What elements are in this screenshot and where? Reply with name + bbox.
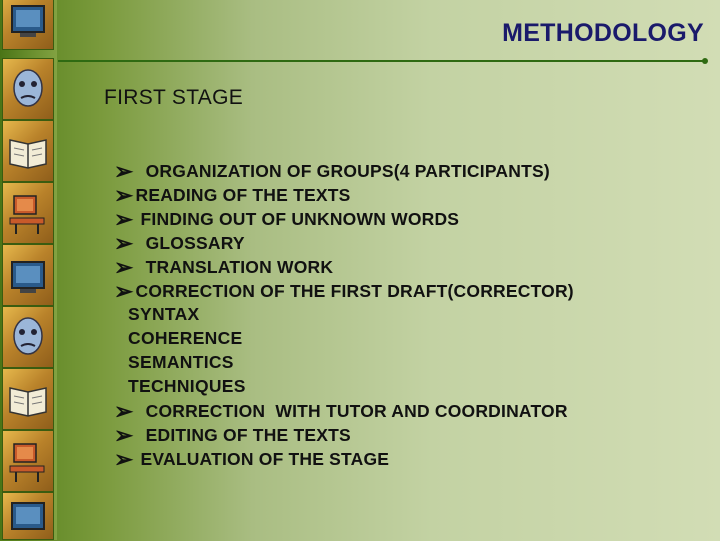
arrowhead-bullet-icon: ➢ xyxy=(114,422,134,448)
computer-monitor-icon xyxy=(2,0,54,50)
computer-desk-icon xyxy=(2,430,54,492)
arrowhead-bullet-icon: ➢ xyxy=(114,182,134,208)
open-book-icon xyxy=(2,120,54,182)
sub-item: SEMANTICS xyxy=(128,352,234,372)
arrowhead-bullet-icon: ➢ xyxy=(114,398,134,424)
computer-monitor-icon xyxy=(2,492,54,540)
sidebar-strip xyxy=(0,0,57,540)
bullet-item: ➢ ORGANIZATION OF GROUPS(4 PARTICIPANTS) xyxy=(114,158,550,184)
bullet-item: ➢ GLOSSARY xyxy=(114,230,245,256)
computer-desk-icon xyxy=(2,182,54,244)
bullet-item: ➢ FINDING OUT OF UNKNOWN WORDS xyxy=(114,206,460,232)
arrowhead-bullet-icon: ➢ xyxy=(114,278,134,304)
arrowhead-bullet-icon: ➢ xyxy=(114,254,134,280)
sub-item: COHERENCE xyxy=(128,328,243,348)
bullet-item: ➢ EDITING OF THE TEXTS xyxy=(114,422,351,448)
face-icon xyxy=(2,306,54,368)
slide-title: METHODOLOGY xyxy=(502,19,704,47)
arrowhead-bullet-icon: ➢ xyxy=(114,230,134,256)
bullet-item: ➢ EVALUATION OF THE STAGE xyxy=(114,446,390,472)
computer-monitor-icon xyxy=(2,244,54,306)
face-icon xyxy=(2,58,54,120)
arrowhead-bullet-icon: ➢ xyxy=(114,158,134,184)
divider-end-dot xyxy=(702,58,708,64)
open-book-icon xyxy=(2,368,54,430)
sub-item: TECHNIQUES xyxy=(128,376,246,396)
bullet-item: ➢ CORRECTION OF THE FIRST DRAFT(CORRECTOR) xyxy=(114,278,574,304)
arrowhead-bullet-icon: ➢ xyxy=(114,206,134,232)
bullet-item: ➢ TRANSLATION WORK xyxy=(114,254,334,280)
arrowhead-bullet-icon: ➢ xyxy=(114,446,134,472)
bullet-item: ➢ READING OF THE TEXTS xyxy=(114,182,351,208)
stage-heading: FIRST STAGE xyxy=(104,86,244,109)
title-divider xyxy=(58,60,704,62)
bullet-item: ➢ CORRECTION WITH TUTOR AND COORDINATOR xyxy=(114,398,568,424)
sub-item: SYNTAX xyxy=(128,304,200,324)
